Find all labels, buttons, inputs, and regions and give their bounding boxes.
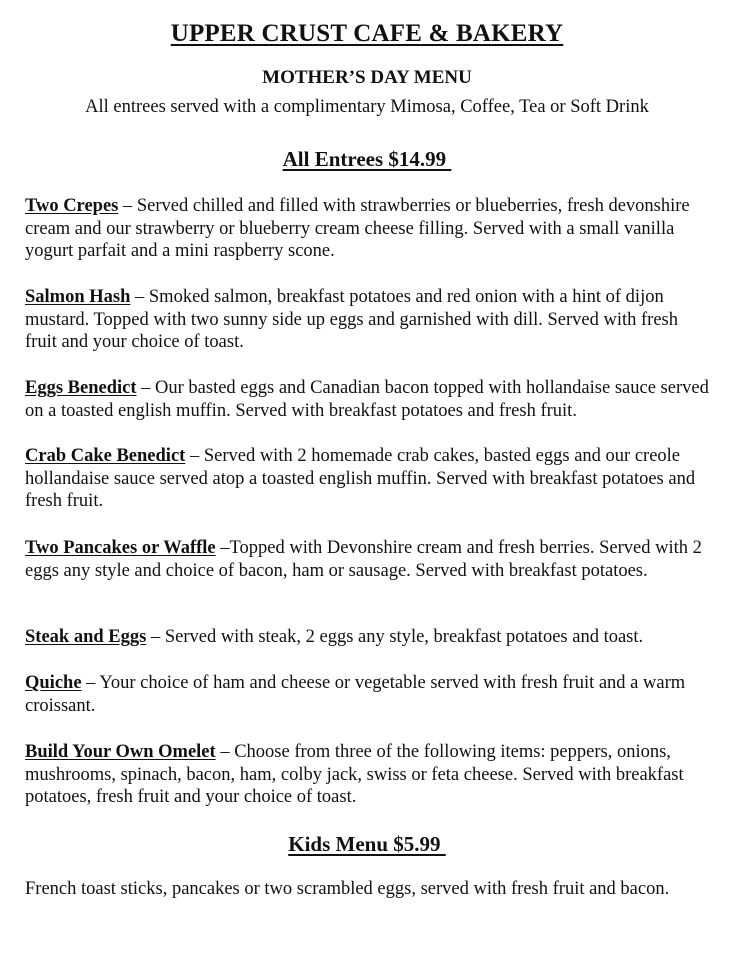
entree-item-quiche [25,672,713,717]
entree-item-two-crepes [25,195,713,263]
entree-item-salmon-hash [25,286,713,354]
complimentary-drink-note: All entrees served with a complimentary Mimosa, Coffee, Tea or Soft Drink [85,97,649,117]
restaurant-title: UPPER CRUST CAFE & BAKERY [170,20,564,47]
entree-description: – Served with 2 homemade crab cakes, basted eggs and our creole hollandaise sauce served atop a toasted english muffin. Served with breakfast potatoes and fresh fruit. [25,446,696,511]
entree-name: Salmon Hash [25,287,131,307]
entree-description: –Topped with Devonshire cream and fresh berries. Served with 2 eggs any style and choice of bacon, ham or sausage. Served with breakfast potatoes. [25,538,702,581]
entree-name: Crab Cake Benedict [25,446,186,466]
kids-menu-description: French toast sticks, pancakes or two scrambled eggs, served with fresh fruit and bacon. [25,879,670,899]
kids-menu-heading [0,831,734,857]
entree-name: Two Crepes [25,196,119,216]
entree-item-crab-cake-benedict [25,445,713,513]
entrees-heading-text: All Entrees $14.99 [282,147,452,171]
entree-name: Steak and Eggs [25,627,147,647]
kids-menu-heading-text: Kids Menu $5.99 [288,832,446,856]
entree-description: – Our basted eggs and Canadian bacon topped with hollandaise sauce served on a toasted english muffin. Served with breakfast potatoes and fresh fruit. [25,378,709,421]
menu-subtitle: MOTHER’S DAY MENU [262,67,472,88]
entree-item-steak-and-eggs [25,626,713,649]
entree-name: Two Pancakes or Waffle [25,538,216,558]
entree-description: – Smoked salmon, breakfast potatoes and red onion with a hint of dijon mustard. Topped with two sunny side up eggs and garnished with dill. Served with fresh fruit and your choice of toast. [25,287,678,352]
entree-description: – Choose from three of the following items: peppers, onions, mushrooms, spinach, bacon, ham, colby jack, swiss or feta cheese. Served with breakfast potatoes, fresh fruit and your choice of toast. [25,742,684,807]
entrees-heading [0,146,734,172]
entree-name: Eggs Benedict [25,378,137,398]
entree-description: – Served chilled and filled with strawberries or blueberries, fresh devonshire cream and our strawberry or blueberry cream cheese filling. Served with a small vanilla yogurt parfait and a mini raspberry scone. [25,196,690,261]
entree-name: Quiche [25,673,82,693]
entree-item-build-your-own-omelet [25,741,713,809]
entree-description: – Your choice of ham and cheese or vegetable served with fresh fruit and a warm croissant. [25,673,686,716]
entree-description: – Served with steak, 2 eggs any style, breakfast potatoes and toast. [146,627,644,647]
entree-name: Build Your Own Omelet [25,742,216,762]
entree-item-two-pancakes-or-waffle [25,537,713,582]
entree-item-eggs-benedict [25,377,713,422]
